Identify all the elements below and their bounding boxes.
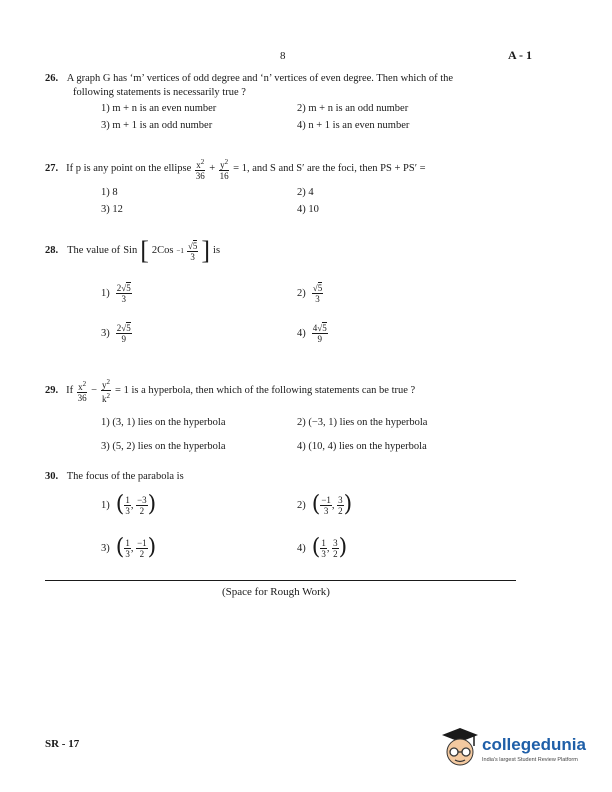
question-26 [45, 72, 453, 86]
question-text: If p is any point on the ellipse [66, 163, 192, 174]
option-1: 1) 8 [101, 187, 118, 198]
fraction: $\frac{x^2}{36}$ [195, 158, 205, 181]
question-number: 26. [45, 73, 59, 84]
option-2: 2) m + n is an odd number [297, 103, 409, 114]
question-number: 28. [45, 245, 59, 256]
fraction: $\frac{y^2}{16}$ [219, 158, 229, 181]
fraction: $\frac{x^2}{36}$ [77, 379, 87, 403]
question-number: 29. [45, 384, 59, 396]
brand-name: collegedunia [482, 735, 586, 754]
option-3: 3) (5, 2) lies on the hyperbola [101, 441, 226, 452]
question-27: 27. If p is any point on the ellipse $\frac{x^2}{36}$ + $\frac{y^2}{16}$ = 1, and S and S′ are the foci, then PS + PS′ = [45, 158, 426, 181]
option-3: 3) ( $\frac{1}{3}$ , $\frac{-1}{2}$ ) [101, 535, 157, 560]
option-2: 2) ( $\frac{-1}{3}$ , $\frac{3}{2}$ ) [297, 492, 353, 517]
question-28: 28. The value of Sin [ 2Cos −1 $\frac{√5}{3}$ ] is [45, 236, 221, 265]
option-3: 3) 12 [101, 204, 123, 215]
question-number: 30. [45, 471, 59, 482]
question-text: = 1, and S and S′ are the foci, then PS + PS′ = [233, 163, 426, 174]
option-1: 1) $\frac{2√5}{3}$ [101, 283, 131, 304]
question-text: is [213, 245, 221, 256]
question-text-cont: following statements is necessarily true ? [73, 87, 246, 98]
option-1: 1) (3, 1) lies on the hyperbola [101, 417, 226, 428]
question-30 [45, 470, 184, 484]
question-number: 27. [45, 163, 59, 174]
divider [45, 580, 516, 581]
question-29: 29. If $\frac{x^2}{36}$ − $\frac{y^2}{k^2}$ = 1 is a hyperbola, then which of the following statements can be true ? [45, 378, 416, 404]
question-text: A graph G has ‘m’ vertices of odd degree and ‘n’ vertices of even degree. Then which of the [66, 73, 454, 84]
footer-code: SR - 17 [45, 738, 80, 750]
option-4: 4) (10, 4) lies on the hyperbola [297, 441, 427, 452]
fraction: $\frac{√5}{3}$ [187, 240, 198, 262]
option-3: 3) $\frac{2√5}{9}$ [101, 323, 131, 344]
rough-work-label: (Space for Rough Work) [222, 586, 330, 598]
brand-logo-icon [440, 726, 480, 773]
option-1: 1) ( $\frac{1}{3}$ , $\frac{-3}{2}$ ) [101, 492, 157, 517]
option-2: 2) (−3, 1) lies on the hyperbola [297, 417, 428, 428]
paper-code: A - 1 [508, 48, 532, 62]
fraction: $\frac{y^2}{k^2}$ [102, 378, 111, 404]
option-4: 4) ( $\frac{1}{3}$ , $\frac{3}{2}$ ) [297, 535, 348, 560]
option-2: 2) 4 [297, 187, 314, 198]
option-4: 4) 10 [297, 204, 319, 215]
option-2: 2) $\frac{√5}{3}$ [297, 283, 323, 304]
function-name: Sin [123, 245, 138, 256]
question-text: = 1 is a hyperbola, then which of the following statements can be true ? [115, 384, 416, 396]
option-1: 1) m + n is an even number [101, 103, 217, 114]
option-3: 3) m + 1 is an odd number [101, 120, 213, 131]
option-4: 4) $\frac{4√5}{9}$ [297, 323, 327, 344]
brand-tagline: India's largest Student Review Platform [482, 757, 578, 763]
question-text: The focus of the parabola is [66, 471, 184, 482]
option-4: 4) n + 1 is an even number [297, 120, 410, 131]
question-text: The value of [67, 245, 121, 256]
page-number: 8 [280, 50, 286, 62]
